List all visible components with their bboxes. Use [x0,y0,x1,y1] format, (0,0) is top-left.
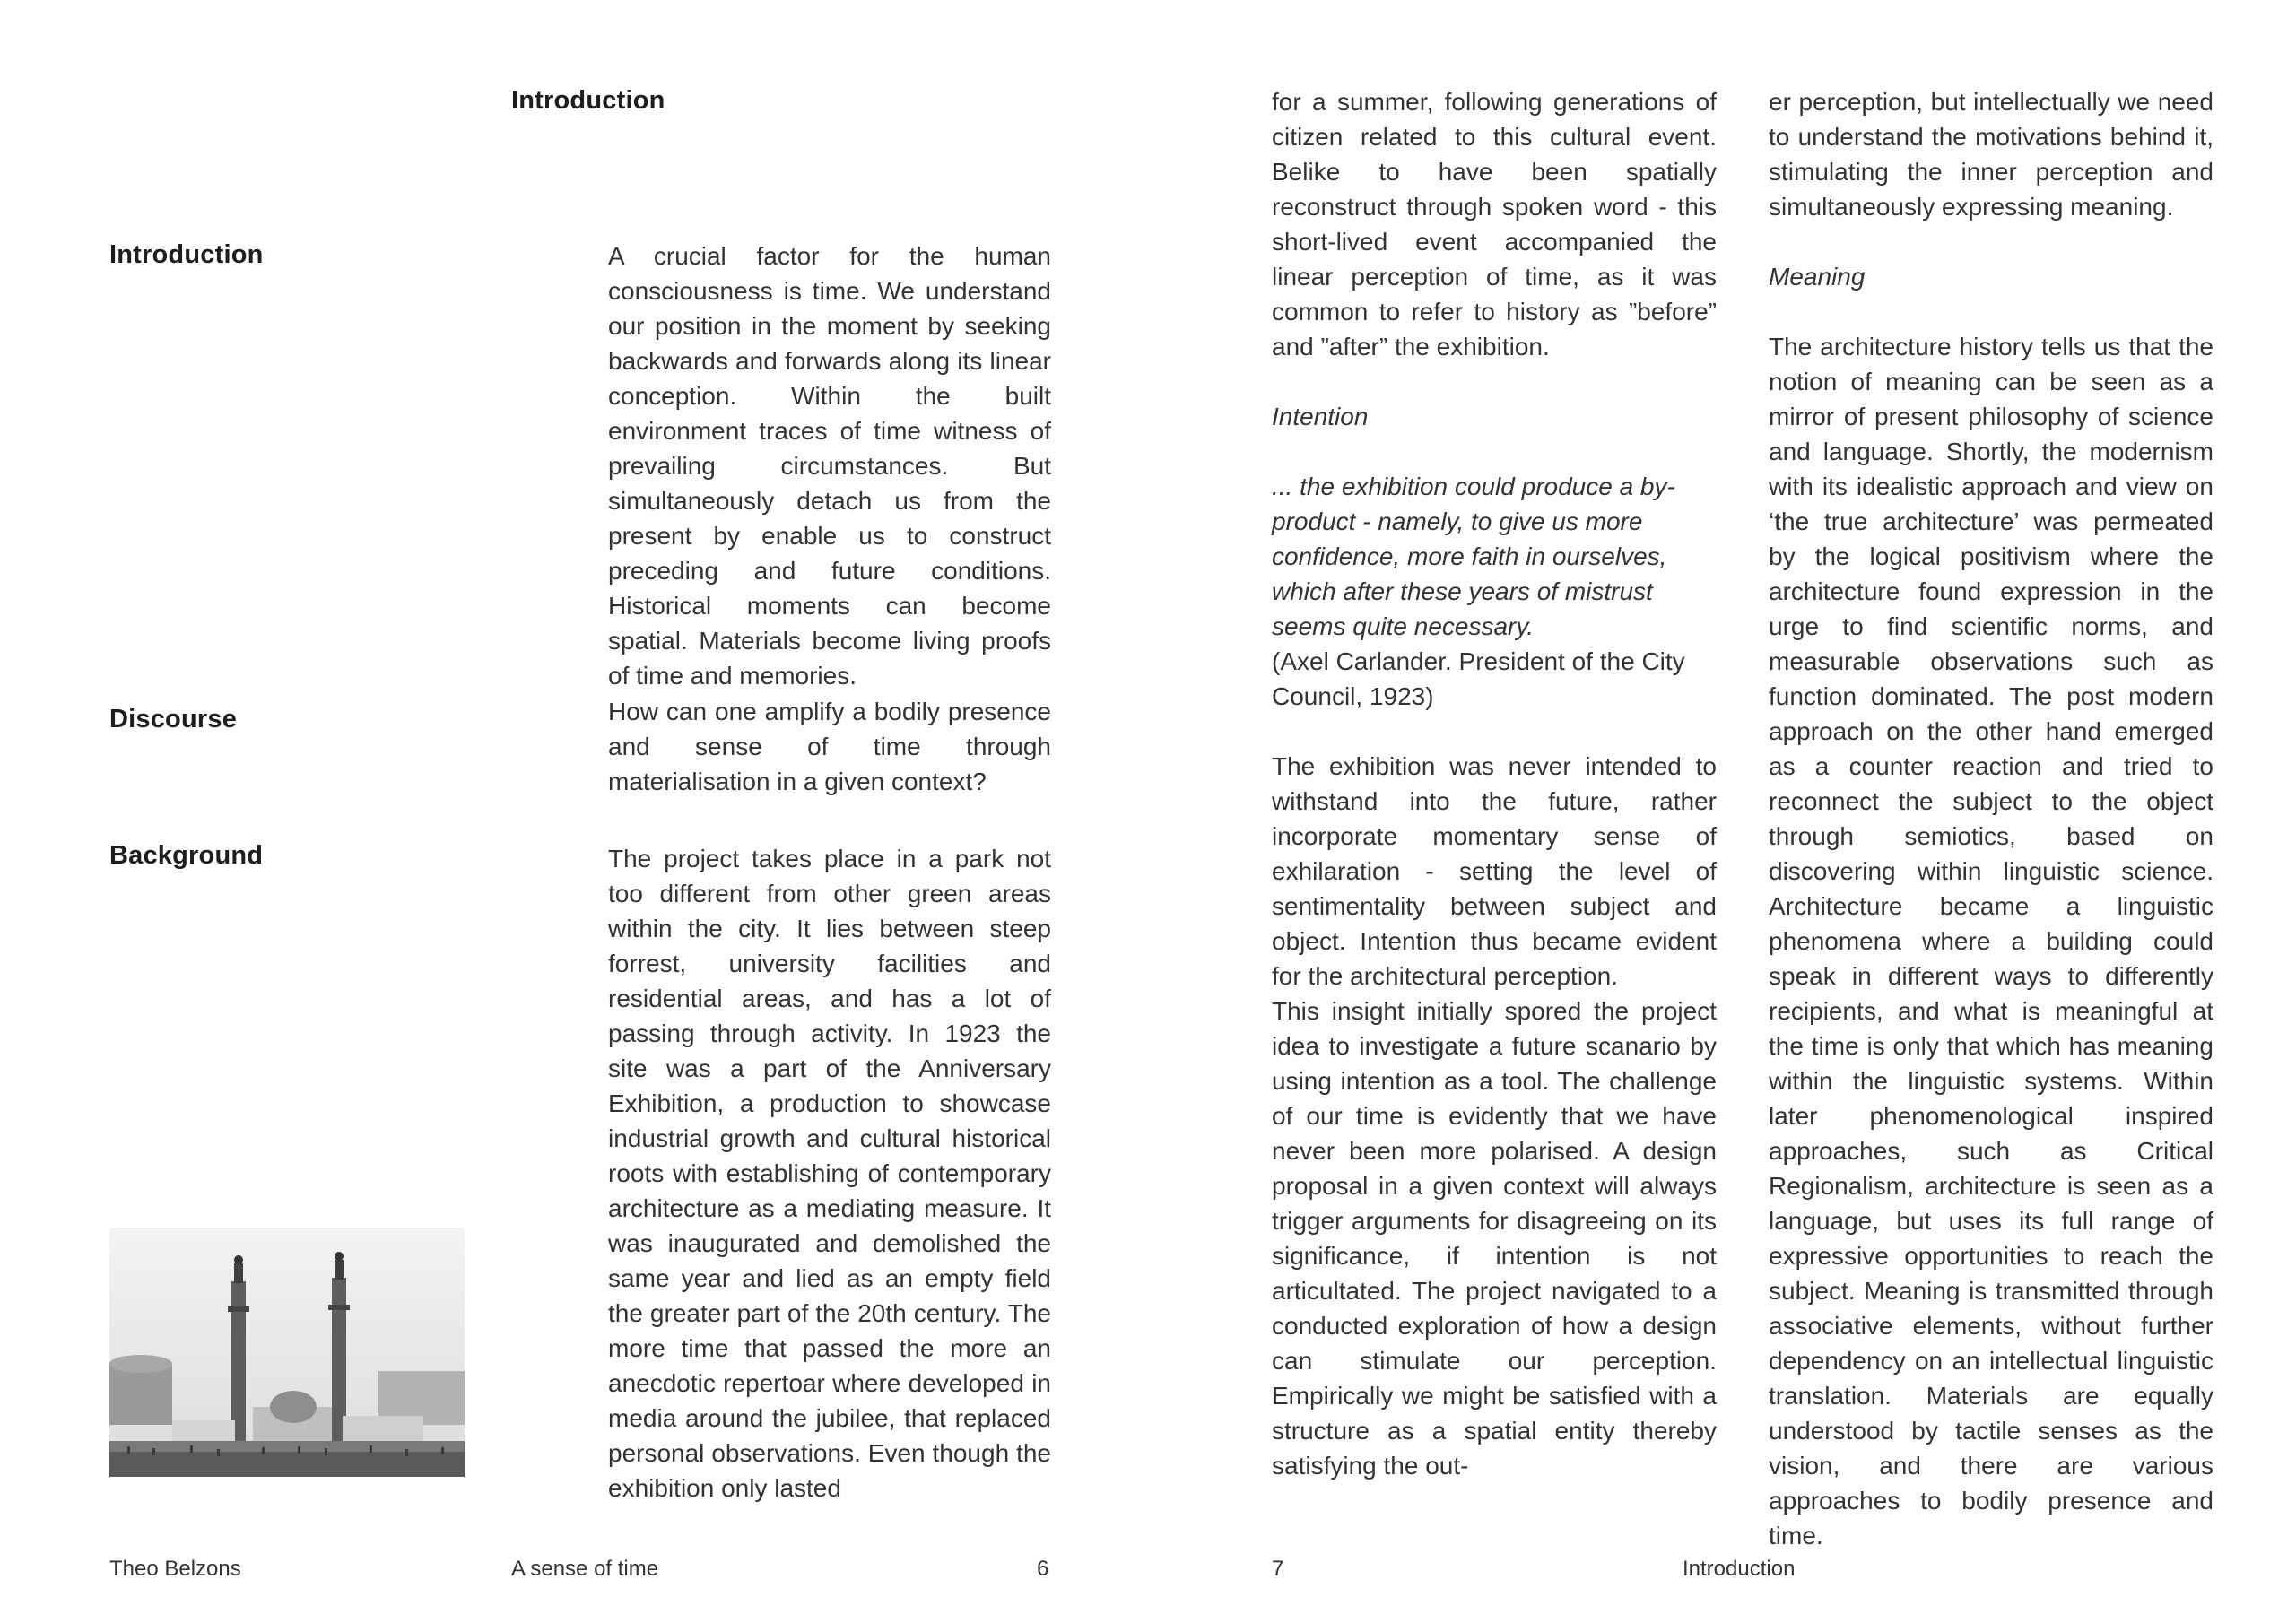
intention-paragraph-1: The exhibition was never intended to withstand into the future, rather incorporate momentary sense of exhilaration - setting the level of sentimentality between subject and object. Intention thus became evident for the architectural perception. [1272,752,1717,990]
right-column-2 [1769,84,2213,1553]
intention-heading: Intention [1272,403,1369,430]
section-label-introduction: Introduction [109,240,264,269]
footer-page-number-left: 6 [1037,1557,1049,1581]
continued-paragraph: for a summer, following generations of citizen related to this cultural event. Belike to have been spatially reconstruct through spoken word - this short-lived event accompanied the linear perception of time, as it was common to refer to history as ”before” and ”after” the exhibition. [1272,88,1717,360]
introduction-text: A crucial factor for the human consciousness is time. We understand our position in the moment by seeking backwards and forwards along its linear conception. Within the built environment traces of time witness of prevailing circumstances. But simultaneously detach us from the present by enable us to construct preceding and future conditions. Historical moments can become spatial. Materials become living proofs of time and memories. [608,242,1051,690]
right-column-1 [1272,84,1717,1483]
background-text: The project takes place in a park not too different from other green areas within the city. It lies between steep forrest, university facilities and residential areas, and has a lot of passing through activity. In 1923 the site was a part of the Anniversary Exhibition, a production to showcase industrial growth and cultural historical roots with establishing of contemporary architecture as a mediating measure. It was inaugurated and demolished the same year and lied as an empty field the greater part of the 20th century. The more time that passed the more an anecdotic repertoar where developed in media around the jubilee, that replaced personal observations. Even though the exhibition only lasted [608,845,1051,1502]
quote-text: ... the exhibition could produce a by-product - namely, to give us more confidence, more faith in ourselves, which after these years of mistrust seems quite necessary. [1272,473,1675,640]
running-title: Introduction [511,86,665,115]
footer-section-name: Introduction [1683,1557,1796,1581]
exhibition-towers-image [109,1228,465,1477]
quote-attribution: (Axel Carlander. President of the City Council, 1923) [1272,647,1685,710]
section-label-discourse: Discourse [109,705,238,733]
perception-paragraph: er perception, but intellectually we need to understand the motivations behind it, stimulating the inner perception and simultaneously expressing meaning. [1769,88,2213,221]
footer-page-number-right: 7 [1272,1557,1284,1581]
exhibition-photo [109,1228,465,1477]
discourse-text: How can one amplify a bodily presence and sense of time through materialisation in a given context? [608,698,1051,795]
intention-paragraph-2: This insight initially spored the project idea to investigate a future scanario by using intention as a tool. The challenge of our time is evidently that we have never been more polarised. A design proposal in a given context will always trigger arguments for disagreeing on its significance, if intention is not articultated. The project navigated to a conducted exploration of how a design can stimulate our perception. Empirically we might be satisfied with a structure as a spatial entity thereby satisfying the out- [1272,997,1717,1480]
meaning-paragraph: The architecture history tells us that the notion of meaning can be seen as a mirror of present philosophy of science and language. Shortly, the modernism with its idealistic approach and view on ‘the true architecture’ was permeated by the logical positivism where the architecture found expression in the urge to find scientific norms, and measurable observations such as function dominated. The post modern approach on the other hand emerged as a counter reaction and tried to reconnect the subject to the object through semiotics, based on discovering within linguistic science. Architecture became a linguistic phenomena where a building could speak in different ways to differently recipients, and what is meaningful at the time is only that which has meaning within the linguistic systems. Within later phenomenological inspired approaches, such as Critical Regionalism, architecture is seen as a language, but uses its full range of expressive opportunities to reach the subject. Meaning is transmitted through associative elements, without further dependency on an intellectual linguistic translation. Materials are equally understood by tactile senses as the vision, and there are various approaches to bodily presence and time. [1769,333,2213,1549]
footer-book-title: A sense of time [511,1557,659,1581]
section-label-background: Background [109,841,264,870]
meaning-heading: Meaning [1769,263,1866,291]
footer-author: Theo Belzons [109,1557,241,1581]
